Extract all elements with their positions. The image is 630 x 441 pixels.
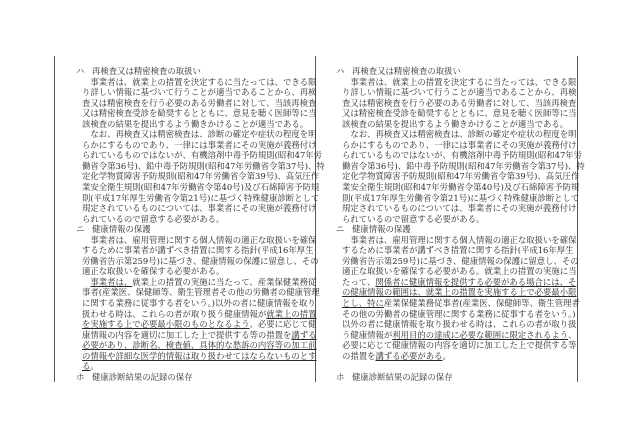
text-line (342, 298, 578, 309)
underlined-text: 必要があり、診断名、検査値、具体的な愁訴の内容等の加工前 (82, 340, 317, 351)
text-line (342, 266, 578, 277)
underlined-text: 就業上の措置 (266, 308, 317, 319)
text-line (342, 319, 578, 330)
text-line (82, 298, 318, 309)
section-heading (336, 372, 578, 383)
text-segment: 又は精密検査受診を勧奨するとともに、意見を聴く医師等に当 (342, 108, 577, 119)
text-line (82, 171, 318, 182)
text-segment: う健康情報が (342, 329, 393, 340)
text-segment: り詳しい情報に基づいて行うことが適当であることから、再検 (342, 87, 577, 98)
text-line (82, 150, 323, 161)
text-segment: の措置を (342, 350, 376, 361)
text-segment: 労働省告示第259号)に基づき、健康情報の保護に留意し、その (82, 255, 319, 266)
text-segment: 事業者は、就業上の措置を決定するに当たっては、できる限 (342, 76, 577, 87)
text-segment: 健康診断結果の記録の保存 (352, 371, 453, 382)
text-line (342, 309, 578, 320)
text-segment: 査又は精密検査を行う必要のある労働者に対して、当該再検査 (342, 97, 577, 108)
text-segment: に関する業務に従事する者をいう。)以外の者に健康情報を取り (82, 298, 316, 309)
text-segment: 業安全衛生規則(昭和47年労働省令第40号)及び石綿障害予防規 (342, 182, 580, 193)
underlined-text: 利用目的の達成に必要な範囲に限定されるよう (392, 329, 569, 340)
text-line (82, 98, 318, 109)
text-segment: 再検査又は精密検査の取扱い (92, 66, 201, 76)
text-line (82, 160, 325, 172)
section-marker: ニ (336, 224, 345, 235)
text-line (82, 182, 318, 193)
section-marker: ホ (336, 371, 345, 382)
text-segment: られているので留意する必要がある。 (342, 213, 485, 224)
text-line (342, 87, 578, 98)
text-segment: 。 (90, 361, 99, 372)
text-segment: 再検査又は精密検査の取扱い (352, 66, 461, 76)
underlined-text: の情報や詳細な医学的情報は取り扱わせてはならないものとす (82, 350, 317, 361)
text-line (82, 119, 318, 130)
text-line (82, 361, 318, 372)
section-heading (336, 224, 578, 235)
underlined-text: とし、特に (342, 298, 384, 309)
text-segment: 定化学物質障害予防規則(昭和47年労働省令第39号)、高気圧作 (342, 171, 580, 182)
text-line (82, 351, 318, 362)
underlined-text: る (82, 361, 91, 372)
text-line (342, 171, 578, 182)
text-line (82, 256, 318, 267)
underlined-text: 事業者は、 (90, 276, 133, 287)
text-line (82, 235, 318, 246)
text-segment: 業安全衛生規則(昭和47年労働省令第40号)及び石綿障害予防規 (82, 182, 320, 193)
text-line (82, 319, 318, 330)
text-segment: られているものではないが、有機溶剤中毒予防規則(昭和47年労 (82, 150, 323, 161)
text-line (342, 129, 578, 140)
text-segment: 事業者は、就業上の措置を決定するに当たっては、できる限 (82, 76, 317, 87)
text-segment: 。 (442, 350, 451, 361)
text-line (82, 277, 318, 288)
text-segment: 扱わせる時は、これらの者が取り扱う健康情報が (82, 308, 267, 319)
text-segment: 規定されているものについては、事業者にその実施が義務付け (342, 203, 577, 214)
text-line (342, 140, 578, 151)
text-line (342, 277, 578, 288)
blank-line (342, 361, 578, 372)
text-segment: 産業保健業務従事者(産業医、保健師等、衛生管理者 (383, 298, 580, 309)
text-segment: 康情報の内容を適切に加工した上で提供する等の措置を (82, 329, 292, 340)
text-segment: 健康情報の保護 (352, 224, 411, 235)
text-segment: 健康情報の保護 (92, 224, 151, 235)
underlined-text: 講ずる (291, 329, 317, 340)
text-segment: 就業上の措置の実施に当たって、産業保健業務従 (132, 276, 317, 287)
text-segment: 事業者は、雇用管理に関する個人情報の適正な取扱いを確保 (82, 234, 317, 245)
section-heading (76, 224, 318, 235)
table-border-left (54, 56, 55, 382)
text-segment: 健康診断結果の記録の保存 (92, 371, 193, 382)
text-segment: られているので留意する必要がある。 (82, 213, 225, 224)
text-line (82, 245, 318, 256)
text-line (82, 287, 318, 298)
text-segment: 以外の者に健康情報を取り扱わせる時は、これらの者が取り扱 (342, 319, 577, 330)
text-segment: 、必要に応じて健 (249, 319, 317, 330)
text-line (82, 266, 318, 277)
section-heading (76, 372, 318, 383)
text-segment: 事業者は、雇用管理に関する個人情報の適正な取扱いを確保 (342, 234, 577, 245)
text-line (342, 77, 578, 88)
text-line (342, 340, 578, 351)
text-line (82, 214, 318, 225)
section-marker: ニ (76, 224, 85, 235)
text-segment: 適正な取扱いを確保する必要がある。 (82, 266, 225, 277)
underlined-text: を実施する上で必要最小限のものとなるよう (82, 319, 250, 330)
text-segment: 必要に応じて健康情報の内容を適切に加工した上で提供する等 (342, 340, 577, 351)
text-line (82, 87, 318, 98)
text-segment: 規定されているものについては、事業者にその実施が義務付け (82, 203, 317, 214)
text-segment: 査又は精密検査を行う必要のある労働者に対して、当該再検査 (82, 97, 317, 108)
text-line (342, 119, 578, 130)
text-segment: り詳しい情報に基づいて行うことが適当であることから、再検 (82, 87, 317, 98)
section-heading (336, 66, 578, 77)
text-line (82, 203, 318, 214)
text-line (82, 108, 318, 119)
text-segment: 働省令第36号)、鉛中毒予防規則(昭和47年労働省令第37号)、特 (342, 160, 585, 171)
text-segment: 事者(産業医、保健師等、衛生管理者その他の労働者の健康管理 (82, 287, 320, 298)
text-line (342, 214, 578, 225)
text-line (342, 193, 578, 204)
text-segment: らかにするものであり、一律には事業者にその実施が義務付け (342, 139, 577, 150)
text-segment: たって、 (342, 276, 376, 287)
text-line (342, 182, 578, 193)
section-heading (76, 66, 318, 77)
text-line (342, 256, 578, 267)
section-marker: ホ (76, 371, 85, 382)
text-line (82, 77, 318, 88)
text-segment: するために事業者が講ずべき措置に関する指針(平成16年厚生 (82, 245, 314, 256)
text-line (342, 351, 578, 362)
left-column-current (76, 66, 325, 382)
text-segment: 適正な取扱いを確保する必要がある。就業上の措置の実施に当 (342, 266, 577, 277)
text-segment: らかにするものであり、一律には事業者にその実施が義務付け (82, 139, 317, 150)
text-line (342, 235, 578, 246)
text-line (342, 245, 578, 256)
text-line (342, 287, 578, 298)
text-segment: 働省令第36号)、鉛中毒予防規則(昭和47年労働省令第37号)、特 (82, 160, 325, 171)
underlined-text: 関係者に健康情報を提供する必要がある場合には、そ (375, 276, 577, 287)
text-segment: 則(平成17年厚生労働省令第21号)に基づく特殊健康診断として (342, 192, 580, 203)
text-line (82, 129, 318, 140)
text-segment: その他の労働者の健康管理に関する業務に従事する者をいう。) (342, 308, 576, 319)
text-line (342, 203, 578, 214)
text-segment: 労働省告示第259号)に基づき、健康情報の保護に留意し、その (342, 255, 579, 266)
text-segment: なお、再検査又は精密検査は、診断の確定や症状の程度を明 (342, 129, 577, 140)
text-line (342, 330, 578, 341)
right-column-revised (336, 66, 585, 382)
text-line (342, 98, 578, 109)
text-segment: 該検査の結果を提出するよう働きかけることが適当である。 (342, 118, 569, 129)
text-segment: られているものではないが、有機溶剤中毒予防規則(昭和47年労 (342, 150, 583, 161)
text-line (82, 309, 318, 320)
text-segment: 定化学物質障害予防規則(昭和47年労働省令第39号)、高気圧作 (82, 171, 320, 182)
text-segment: 又は精密検査受診を勧奨するとともに、意見を聴く医師等に当 (82, 108, 317, 119)
text-line (342, 160, 585, 172)
underlined-text: 講ずる必要がある (375, 350, 443, 361)
text-line (82, 193, 318, 204)
text-line (82, 140, 318, 151)
text-line (342, 150, 583, 161)
text-line (82, 340, 318, 351)
underlined-text: の健康情報の範囲は、就業上の措置を実施する上で必要最小限 (342, 287, 577, 298)
text-line (342, 108, 578, 119)
text-segment: 則(平成17年厚生労働省令第21号)に基づく特殊健康診断として (82, 192, 320, 203)
text-line (82, 330, 318, 341)
text-segment: するために事業者が講ずべき措置に関する指針(平成16年厚生 (342, 245, 574, 256)
text-segment: 該検査の結果を提出するよう働きかけることが適当である。 (82, 118, 309, 129)
section-marker: ハ (76, 66, 85, 76)
section-marker: ハ (336, 66, 345, 76)
text-segment: 、 (568, 329, 577, 340)
text-segment: なお、再検査又は精密検査は、診断の確定や症状の程度を明 (82, 129, 317, 140)
